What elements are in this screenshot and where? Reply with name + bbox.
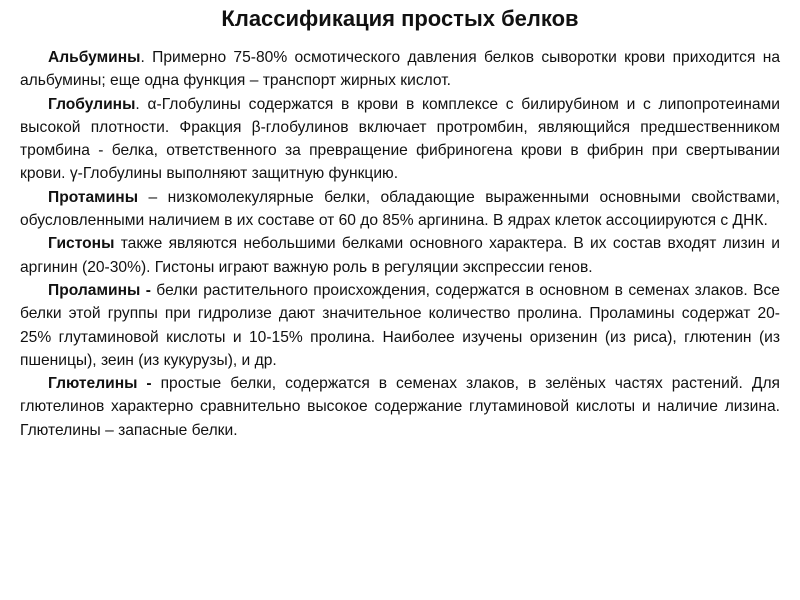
slide-title: Классификация простых белков: [221, 6, 579, 31]
paragraph-text: – низкомолекулярные белки, обладающие выраженными основными свойствами, обусловленными наличием в их составе от 60 до 85% аргинина. В ядрах клеток ассоциируются с ДНК.: [20, 188, 780, 230]
paragraph-prolamins: [20, 279, 780, 372]
term-globulins: Глобулины: [48, 95, 136, 113]
paragraph-glutelins: [20, 372, 780, 442]
term-histones: Гистоны: [48, 235, 115, 253]
paragraph-globulins: [20, 93, 780, 186]
paragraph-text: простые белки, содержатся в семенах злаков, в зелёных частях растений. Для глютелинов характерно сравнительно высокое содержание глутаминовой кислоты и наличие лизина. Глютелины – запасные белки.: [20, 375, 780, 439]
paragraph-protamines: [20, 186, 780, 233]
term-albumins: Альбумины: [48, 49, 141, 66]
term-prolamins: Проламины -: [48, 281, 151, 299]
term-glutelins: Глютелины -: [48, 375, 152, 393]
paragraph-histones: [20, 232, 780, 279]
term-protamines: Протамины: [48, 188, 139, 206]
paragraph-text: . α-Глобулины содержатся в крови в комплексе с билирубином и с липопротеинами высокой плотности. Фракция β-глобулинов включает протромбин, являющийся предшественником тромбина - белка, ответственного за превращение фибриногена крови в фибрин при свертывании крови. γ-Глобулины выполняют защитную функцию.: [20, 95, 780, 183]
paragraph-text: . Примерно 75-80% осмотического давления белков сыворотки крови приходится на альбумины; еще одна функция – транспорт жирных кислот.: [20, 49, 780, 90]
paragraph-albumins: [20, 46, 780, 93]
paragraph-text: белки растительного происхождения, содержатся в основном в семенах злаков. Все белки этой группы при гидролизе дают значительное количество пролина. Проламины содержат 20-25% глутаминовой кислоты и 10-15% пролина. Наиболее изучены оризенин (из риса), глютенин (из пшеницы), зеин (из кукурузы), и др.: [20, 281, 780, 369]
paragraph-text: также являются небольшими белками основного характера. В их состав входят лизин и аргинин (20-30%). Гистоны играют важную роль в регуляции экспрессии генов.: [20, 235, 780, 276]
